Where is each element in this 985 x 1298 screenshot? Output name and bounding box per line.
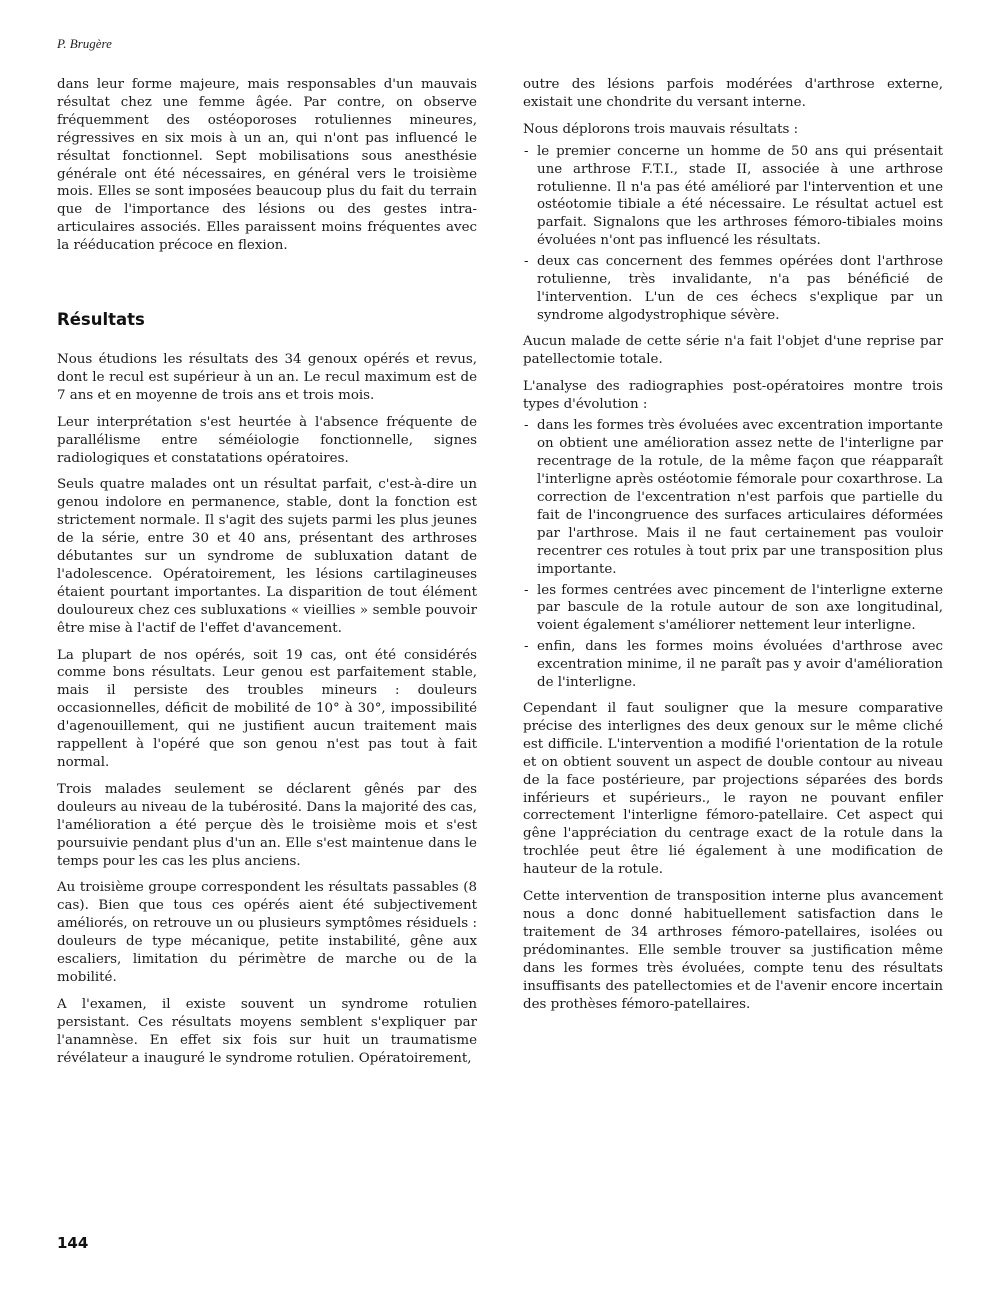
paragraph: Seuls quatre malades ont un résultat parfait, c'est-à-dire un genou indolore en permanence, stable, dont la fonction est strictement normale. Il s'agit des sujets parmi les plus jeunes de la série, entre 30 et 40 ans, présentant des arthroses débutantes sur un syndrome de subluxation datant de l'adolescence. Opératoirement, les lésions cartilagineuses étaient pourtant importantes. La disparition de tout élément douloureux chez ces subluxations « vieillies » semble pouvoir être mise à l'actif de l'effet d'avancement.	[57, 477, 477, 636]
running-head: P. Brugère	[57, 36, 112, 51]
list-item: - les formes centrées avec pincement de l'interligne externe par bascule de la rotule autour de son axe longitudinal, voient également s'améliorer nettement leur interligne.	[523, 582, 943, 636]
list-item: - dans les formes très évoluées avec excentration importante on obtient une amélioration assez nette de l'interligne par recentrage de la rotule, de la même façon que réapparaît l'interligne après ostéotomie fémorale pour coxarthrose. La correction de l'excentration n'est parfois que partielle du fait de l'incongruence des surfaces articulaires déformées par l'arthrose. Mais il ne faut certainement pas vouloir recentrer ces rotules à tout prix par une transposition plus importante.	[523, 417, 943, 578]
paragraph: Cependant il faut souligner que la mesure comparative précise des interlignes des deux genoux sur le même cliché est difficile. L'intervention a modifié l'orientation de la rotule et on obtient souvent un aspect de double contour au niveau de la face postérieure, par projections séparées des bords inférieurs et supérieurs., le rayon ne pouvant enfiler correctement l'interligne fémoro-patellaire. Cet aspect qui gêne l'appréciation du centrage exact de la rotule dans la trochlée peut être lié également à une modification de hauteur de la rotule.	[523, 701, 943, 878]
right-column	[523, 76, 943, 1022]
paragraph: Nous déplorons trois mauvais résultats :	[523, 121, 799, 137]
paragraph: Nous étudions les résultats des 34 genoux opérés et revus, dont le recul est supérieur à un an. Le recul maximum est de 7 ans et en moyenne de trois ans et trois mois.	[57, 351, 477, 403]
paragraph: Trois malades seulement se déclarent gênés par des douleurs au niveau de la tubérosité. Dans la majorité des cas, l'amélioration a été perçue dès le troisième mois et s'est poursuivie pendant plus d'un an. Elle s'est maintenue dans le temps pour les cas les plus anciens.	[57, 781, 477, 869]
paragraph: A l'examen, il existe souvent un syndrome rotulien persistant. Ces résultats moyens semblent s'expliquer par l'anamnèse. En effet six fois sur huit un traumatisme révélateur a inauguré le syndrome rotulien. Opératoirement,	[57, 996, 477, 1066]
paragraph: Aucun malade de cette série n'a fait l'objet d'une reprise par patellectomie totale.	[523, 333, 943, 367]
bad-results-list	[523, 143, 943, 325]
paragraph: L'analyse des radiographies post-opératoires montre trois types d'évolution :	[523, 378, 943, 412]
paragraph: Au troisième groupe correspondent les résultats passables (8 cas). Bien que tous ces opérés aient été subjectivement améliorés, on retrouve un ou plusieurs symptômes résiduels : douleurs de type mécanique, petite instabilité, gêne aux escaliers, limitation du périmètre de marche ou de la mobilité.	[57, 880, 477, 985]
paragraph: Leur interprétation s'est heurtée à l'absence fréquente de parallélisme entre séméiologie fonctionnelle, signes radiologiques et constatations opératoires.	[57, 414, 477, 466]
evolution-types-list	[523, 417, 943, 692]
paragraph: La plupart de nos opérés, soit 19 cas, ont été considérés comme bons résultats. Leur genou est parfaitement stable, mais il persiste des troubles mineurs : douleurs occasionnelles, déficit de mobilité de 10° à 30°, impossibilité d'agenouillement, qui ne justifient aucun traitement mais rappellent à l'opéré que son genou n'est pas tout à fait normal.	[57, 647, 477, 770]
list-item: - deux cas concernent des femmes opérées dont l'arthrose rotulienne, très invalidante, n'a pas bénéficié de l'intervention. L'un de ces échecs s'explique par un syndrome algodystrophique sévère.	[523, 253, 943, 325]
list-item: - le premier concerne un homme de 50 ans qui présentait une arthrose F.T.I., stade II, associée à une arthrose rotulienne. Il n'a pas été amélioré par l'intervention et une ostéotomie tibiale a été nécessaire. Le résultat actuel est parfait. Signalons que les arthroses fémoro-tibiales moins évoluées n'ont pas influencé les résultats.	[523, 143, 943, 250]
list-item: - enfin, dans les formes moins évoluées d'arthrose avec excentration minime, il ne paraît pas y avoir d'amélioration de l'interligne.	[523, 638, 943, 692]
left-column	[57, 76, 477, 1077]
paragraph: outre des lésions parfois modérées d'arthrose externe, existait une chondrite du versant interne.	[523, 77, 943, 110]
section-heading-resultats: Résultats	[57, 310, 145, 330]
paragraph: Cette intervention de transposition interne plus avancement nous a donc donné habituellement satisfaction dans le traitement de 34 arthroses fémoro-patellaires, isolées ou prédominantes. Elle semble trouver sa justification même dans les formes très évoluées, compte tenu des résultats insuffisants des patellectomies et de l'avenir encore incertain des prothèses fémoro-patellaires.	[523, 889, 943, 1012]
page-number: 144	[57, 1234, 89, 1252]
intro-paragraph: dans leur forme majeure, mais responsables d'un mauvais résultat chez une femme âgée. Par contre, on observe fréquemment des ostéoporoses rotuliennes mineures, régressives en six mois à un an, qui n'ont pas influencé le résultat fonctionnel. Sept mobilisations sous anesthésie générale ont été nécessaires, en général vers le troisième mois. Elles se sont imposées beaucoup plus du fait du terrain que de l'importance des lésions ou des gestes intra-articulaires associés. Elles paraissent moins fréquentes avec la rééducation précoce en flexion.	[57, 77, 477, 254]
